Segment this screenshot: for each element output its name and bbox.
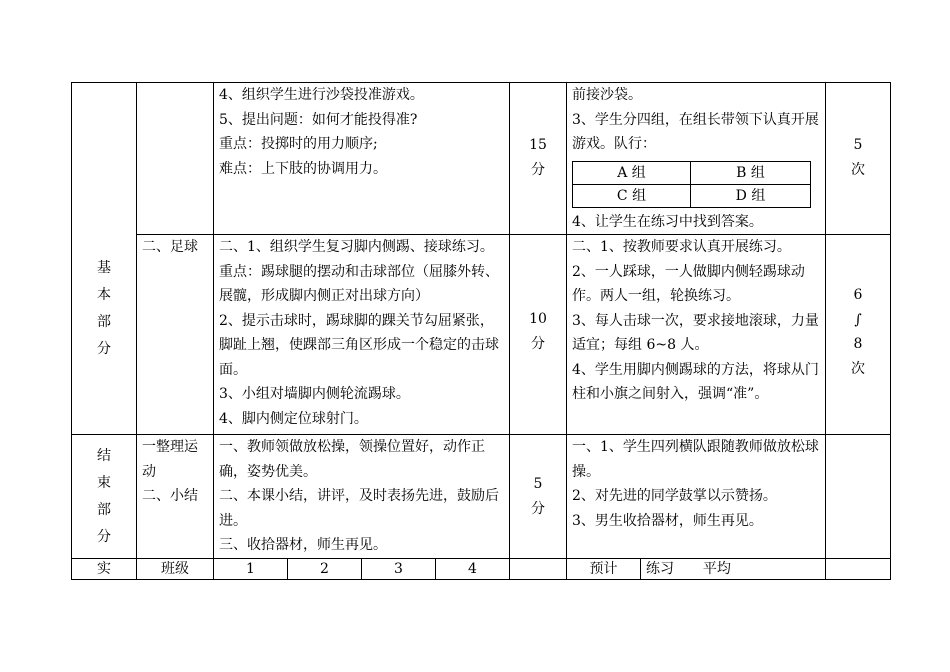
- time-value: 5: [533, 476, 543, 492]
- org-line: 3、学生分四组，在组长带领下认真开展游戏。队行：: [572, 111, 819, 152]
- section-practice: 实: [72, 559, 137, 580]
- org-line: 2、一人踩球，一人做脚内侧轻踢球动作。两人一组，轮换练习。: [572, 263, 805, 304]
- average-label: 平均: [702, 561, 731, 577]
- section-char: 结: [97, 447, 111, 464]
- org-line: 4、学生用脚内侧踢球的方法，将球从门柱和小旗之间射入，强调“准”。: [572, 361, 819, 402]
- class-number: 2: [288, 559, 362, 580]
- content-cell: [214, 235, 510, 435]
- content-line: 难点：上下肢的协调用力。: [219, 160, 387, 177]
- group-d: D 组: [690, 184, 810, 207]
- practice-average-cell: [641, 559, 826, 580]
- count-range-sign: ∫: [854, 311, 862, 328]
- time-cell: [510, 435, 567, 559]
- class-number: 3: [362, 559, 436, 580]
- content-line: 重点：踢球腿的摆动和击球部位（屈膝外转、展髋，形成脚内侧正对出球方向）: [219, 263, 499, 304]
- org-line: 前接沙袋。: [572, 87, 642, 103]
- content-line: 二、本课小结，讲评，及时表扬先进，鼓励后进。: [219, 488, 499, 529]
- group-a: A 组: [573, 161, 691, 184]
- content-cell: [214, 435, 510, 559]
- row-ending: [72, 435, 891, 559]
- row-football: [72, 235, 891, 435]
- content-cell: [214, 83, 510, 235]
- time-value: 15: [529, 137, 547, 153]
- org-line: 一、1、学生四列横队跟随教师做放松球操。: [572, 439, 819, 480]
- organization-cell: [567, 435, 826, 559]
- group-c: C 组: [573, 184, 691, 207]
- topic-cell: [137, 235, 214, 435]
- organization-cell: [567, 235, 826, 435]
- section-char: 基: [97, 259, 111, 276]
- count-value: 8: [853, 336, 863, 352]
- row-practice: [72, 559, 891, 580]
- practice-label: 练习: [646, 561, 674, 577]
- group-b: B 组: [690, 161, 810, 184]
- predict-label: 预计: [567, 559, 641, 580]
- class-number: 1: [214, 559, 288, 580]
- count-value: 6: [853, 287, 863, 303]
- section-end: [72, 435, 137, 559]
- content-line: 4、组织学生进行沙袋投准游戏。: [219, 87, 424, 103]
- content-line: 2、提示击球时，踢球脚的踝关节勾屈紧张，脚趾上翘，使踝部三角区形成一个稳定的击球面。: [219, 312, 499, 378]
- org-line: 2、对先进的同学鼓掌以示赞扬。: [572, 488, 777, 504]
- org-line: 3、男生收拾器材，师生再见。: [572, 512, 763, 529]
- blank-cell: [826, 559, 891, 580]
- section-char: 束: [97, 474, 111, 491]
- topic-cell: [137, 435, 214, 559]
- org-line: 3、每人击球一次，要求接地滚球，力量适宜；每组 6~8 人。: [572, 312, 819, 353]
- topic-label: 一整理运动: [142, 439, 198, 480]
- count-cell: [826, 235, 891, 435]
- content-line: 三、收拾器材，师生再见。: [219, 537, 387, 553]
- count-value: 5: [853, 137, 863, 153]
- count-cell: [826, 83, 891, 235]
- section-char: 分: [97, 340, 111, 357]
- time-value: 10: [529, 311, 547, 327]
- row-sandbag: [72, 83, 891, 235]
- content-line: 5、提出问题：如何才能投得准?: [219, 111, 418, 128]
- lesson-plan-table: [71, 82, 891, 580]
- section-char: 分: [97, 528, 111, 545]
- section-char: 本: [97, 286, 111, 303]
- group-grid: [572, 161, 811, 208]
- org-line: 4、让学生在练习中找到答案。: [572, 213, 763, 230]
- content-line: 重点：投掷时的用力顺序;: [219, 136, 378, 152]
- content-line: 一、教师领做放松操，领操位置好，动作正确，姿势优美。: [219, 439, 485, 480]
- section-basic: [72, 83, 137, 435]
- topic-cell-empty: [137, 83, 214, 235]
- count-cell-empty: [826, 435, 891, 559]
- class-label: 班级: [137, 559, 214, 580]
- content-line: 3、小组对墙脚内侧轮流踢球。: [219, 386, 410, 402]
- time-unit: 分: [531, 335, 545, 352]
- content-line: 二、1、组织学生复习脚内侧踢、接球练习。: [219, 239, 494, 255]
- topic-label: 二、足球: [142, 239, 198, 255]
- section-char: 部: [97, 501, 111, 518]
- count-unit: 次: [851, 161, 865, 178]
- time-cell: [510, 83, 567, 235]
- class-number: 4: [436, 559, 510, 580]
- content-line: 4、脚内侧定位球射门。: [219, 410, 368, 427]
- topic-label: 二、小结: [142, 488, 198, 504]
- organization-cell: [567, 83, 826, 235]
- count-unit: 次: [851, 360, 865, 377]
- blank-cell: [510, 559, 567, 580]
- time-unit: 分: [531, 500, 545, 517]
- time-unit: 分: [531, 161, 545, 178]
- section-char: 部: [97, 313, 111, 330]
- org-line: 二、1、按教师要求认真开展练习。: [572, 239, 791, 255]
- time-cell: [510, 235, 567, 435]
